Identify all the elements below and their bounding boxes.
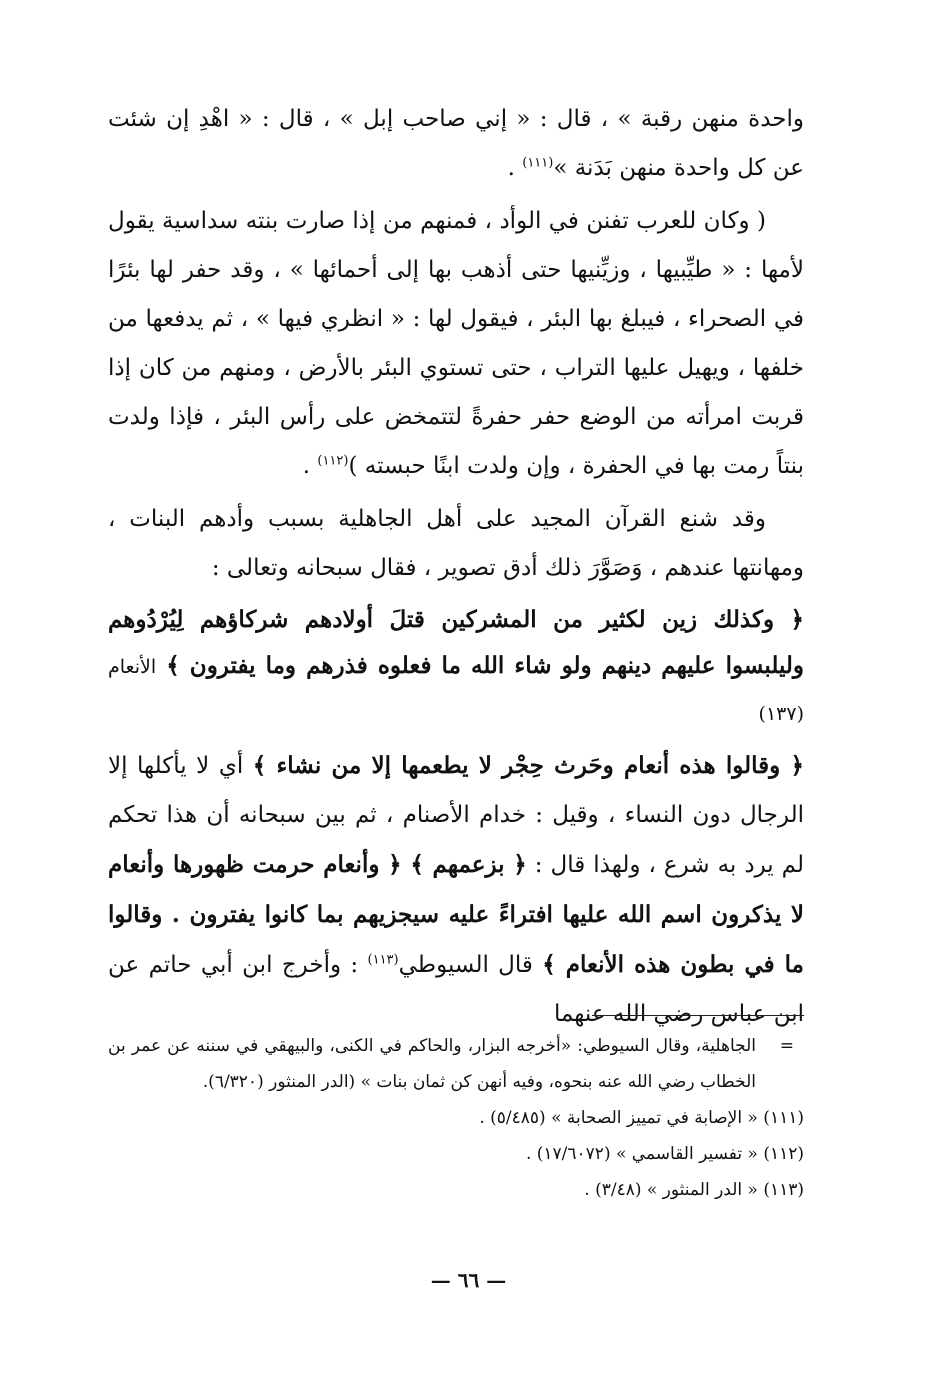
paragraph-5-text-2: قال السيوطي	[398, 952, 543, 978]
footnote-113: (١١٣) « الدر المنثور » (٣/٤٨) .	[584, 1180, 804, 1200]
footnote-ref-112[interactable]: (١١٢)	[317, 453, 349, 469]
footnote-separator	[592, 1015, 804, 1016]
continuation-marker: =	[779, 1036, 794, 1056]
verse-quote-1: ﴿ وقالوا هذه أنعام وحَرث حِجْر لا يطعمها إلا من نشاء ﴾	[252, 752, 804, 779]
paragraph-5	[108, 741, 804, 1039]
quran-verse-block	[108, 597, 804, 737]
paragraph-5-text-1: أي لا يأكلها إلا الرجال دون النساء ، وقيل : خدام الأصنام ، ثم بين سبحانه أن هذا تحكم لم يرد به شرع ، ولهذا قال :	[108, 753, 804, 878]
footnotes	[108, 1028, 804, 1208]
paragraph-2-text: ( وكان للعرب تفنن في الوأد ، فمنهم من إذا صارت بنته سداسية يقول لأمها : « طيِّبيها ، وزيِّنيها حتى أذهب بها إلى أحمائها » ، وقد حفر لها بئرًا في الصحراء ، فيبلغ بها البئر ، فيقول لها : « انظري فيها » ، ثم يدفعها من خلفها ، ويهيل عليها التراب ، حتى تستوي البئر بالأرض ، ومنهم من كان إذا قربت امرأته من الوضع حفر حفرةً لتتمخض على رأس البئر ، فإذا ولدت بنتاً رمت بها في الحفرة ، وإن ولدت ابنًا حبسته )	[108, 208, 804, 479]
paragraph-2	[108, 197, 804, 491]
verse-reference: الأنعام (١٣٧)	[108, 656, 804, 725]
paragraph-2-tail: .	[302, 453, 318, 479]
paragraph-3-text: وقد شنع القرآن المجيد على أهل الجاهلية بسبب وأدهم البنات ، ومهانتها عندهم ، وَصَوَّرَ ذلك أدق تصوير ، فقال سبحانه وتعالى :	[108, 506, 804, 581]
footnote-112: (١١٢) « تفسير القاسمي » (١٧/٦٠٧٢) .	[525, 1144, 804, 1164]
footnote-111: (١١١) « الإصابة في تمييز الصحابة » (٥/٤٨٥) .	[479, 1108, 804, 1128]
page-number: — ٦٦ —	[430, 1268, 507, 1292]
footnote-ref-111[interactable]: (١١١)	[522, 155, 554, 171]
paragraph-1-tail: .	[507, 155, 523, 181]
footnote-continuation-text: الجاهلية، وقال السيوطي: «أخرجه البزار، والحاكم في الكنى، والبيهقي في سننه عن عمر بن الخطاب رضي الله عنه بنحوه، وفيه أنهن كن ثمان بنات » (الدر المنثور (٦/٣٢٠).	[108, 1036, 756, 1092]
paragraph-5-text-3: : وأخرج ابن أبي حاتم عن ابن عباس رضي الله عنهما	[108, 952, 804, 1027]
quran-verse-text: ﴿ وكذلك زين لكثير من المشركين قتلَ أولادهم شركاؤهم لِيُرْدُوهم وليلبسوا عليهم دينهم ولو شاء الله ما فعلوه فذرهم وما يفترون ﴾	[108, 606, 804, 679]
footnote-continuation	[108, 1028, 804, 1100]
verse-quote-2: ﴿ بزعمهم ﴾ ﴿ وأنعام حرمت ظهورها وأنعام لا يذكرون اسم الله عليها افتراءً عليه سيجزيهم بما كانوا يفترون . وقالوا ما في بطون هذه الأنعام ﴾	[108, 851, 804, 978]
main-text	[108, 95, 804, 1039]
paragraph-3	[108, 495, 804, 593]
paragraph-1-text: واحدة منهن رقبة » ، قال : « إني صاحب إبل » ، قال : « اهْدِ إن شئت عن كل واحدة منهن بَدَنة »	[108, 106, 804, 181]
paragraph-1	[108, 95, 804, 193]
footnote-ref-113[interactable]: (١١٣)	[367, 952, 399, 968]
